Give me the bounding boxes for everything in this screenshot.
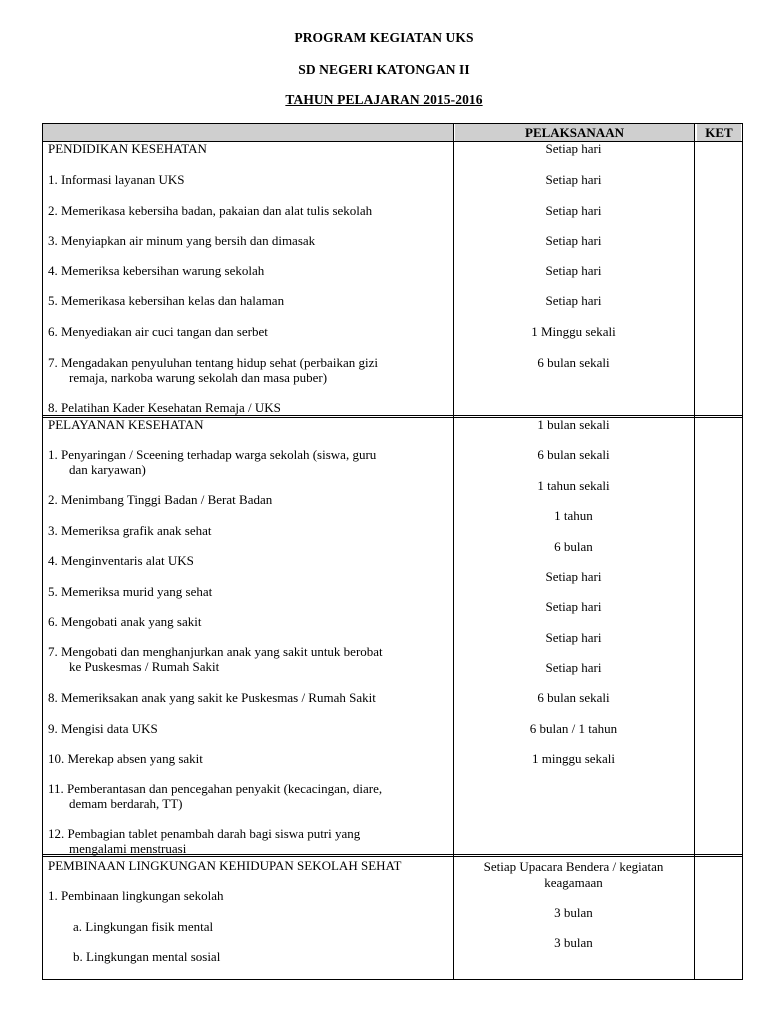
list-item-continuation: demam berdarah, TT): [69, 796, 183, 811]
list-item: 10. Merekap absen yang sakit: [48, 751, 203, 766]
list-item-continuation: mengalami menstruasi: [69, 841, 187, 856]
section-title: PELAYANAN KESEHATAN: [48, 417, 204, 432]
pelaksanaan-value: 3 bulan: [554, 935, 593, 950]
list-subitem: b. Lingkungan mental sosial: [73, 949, 221, 964]
section-title: PEMBINAAN LINGKUNGAN KEHIDUPAN SEKOLAH SEHAT: [48, 858, 402, 873]
list-item: 7. Mengobati dan menghanjurkan anak yang sakit untuk berobat: [48, 644, 383, 659]
pelaksanaan-value: Setiap hari: [545, 263, 602, 278]
pelaksanaan-value: 6 bulan: [554, 539, 593, 554]
document-title: PROGRAM KEGIATAN UKS: [294, 30, 474, 45]
list-item: 2. Memerikasa kebersiha badan, pakaian dan alat tulis sekolah: [48, 203, 373, 218]
pelaksanaan-value: Setiap hari: [545, 660, 602, 675]
pelaksanaan-value: Setiap hari: [545, 630, 602, 645]
pelaksanaan-value: Setiap hari: [545, 203, 602, 218]
academic-year: TAHUN PELAJARAN 2015-2016: [285, 92, 483, 107]
list-item: 8. Pelatihan Kader Kesehatan Remaja / UKS: [48, 400, 281, 415]
pelaksanaan-value: Setiap hari: [545, 141, 602, 156]
pelaksanaan-value: Setiap hari: [545, 172, 602, 187]
column-divider: [694, 124, 695, 979]
list-item: 12. Pembagian tablet penambah darah bagi siswa putri yang: [48, 826, 361, 841]
list-item: 4. Memeriksa kebersihan warung sekolah: [48, 263, 265, 278]
list-item: 3. Menyiapkan air minum yang bersih dan dimasak: [48, 233, 316, 248]
list-item: 1. Penyaringan / Sceening terhadap warga sekolah (siswa, guru: [48, 447, 377, 462]
list-item-continuation: ke Puskesmas / Rumah Sakit: [69, 659, 220, 674]
list-item: 3. Memeriksa grafik anak sehat: [48, 523, 212, 538]
pelaksanaan-value: Setiap Upacara Bendera / kegiatan: [483, 859, 664, 874]
pelaksanaan-value: 1 bulan sekali: [537, 417, 610, 432]
pelaksanaan-value: Setiap hari: [545, 293, 602, 308]
pelaksanaan-value: 6 bulan sekali: [537, 690, 610, 705]
pelaksanaan-value: Setiap hari: [545, 599, 602, 614]
pelaksanaan-value: 1 Minggu sekali: [531, 324, 616, 339]
pelaksanaan-value: 1 tahun: [554, 508, 593, 523]
pelaksanaan-value: 1 tahun sekali: [537, 478, 610, 493]
list-item: 4. Menginventaris alat UKS: [48, 553, 194, 568]
list-subitem: a. Lingkungan fisik mental: [73, 919, 214, 934]
list-item: 1. Pembinaan lingkungan sekolah: [48, 888, 224, 903]
column-header-ket: KET: [697, 124, 741, 141]
list-item: 6. Mengobati anak yang sakit: [48, 614, 202, 629]
list-item: 9. Mengisi data UKS: [48, 721, 158, 736]
list-item: 6. Menyediakan air cuci tangan dan serbet: [48, 324, 268, 339]
pelaksanaan-value: 1 minggu sekali: [531, 751, 616, 766]
list-item: 1. Informasi layanan UKS: [48, 172, 185, 187]
list-item: 2. Menimbang Tinggi Badan / Berat Badan: [48, 492, 273, 507]
list-item: 11. Pemberantasan dan pencegahan penyakit (kecacingan, diare,: [48, 781, 383, 796]
list-item-continuation: remaja, narkoba warung sekolah dan masa puber): [69, 370, 328, 385]
column-header-activity: [43, 124, 454, 141]
pelaksanaan-value: Setiap hari: [545, 233, 602, 248]
list-item: 5. Memerikasa kebersihan kelas dan halaman: [48, 293, 285, 308]
pelaksanaan-value: 3 bulan: [554, 905, 593, 920]
list-item: 7. Mengadakan penyuluhan tentang hidup sehat (perbaikan gizi: [48, 355, 378, 370]
school-name: SD NEGERI KATONGAN II: [298, 62, 470, 77]
pelaksanaan-value: 6 bulan / 1 tahun: [529, 721, 618, 736]
column-header-pelaksanaan: PELAKSANAAN: [455, 124, 694, 141]
pelaksanaan-value-continuation: keagamaan: [544, 875, 603, 890]
list-item: 5. Memeriksa murid yang sehat: [48, 584, 213, 599]
list-item-continuation: dan karyawan): [69, 462, 146, 477]
pelaksanaan-value: 6 bulan sekali: [537, 447, 610, 462]
section-title: PENDIDIKAN KESEHATAN: [48, 141, 207, 156]
list-item: 8. Memeriksakan anak yang sakit ke Puskesmas / Rumah Sakit: [48, 690, 376, 705]
pelaksanaan-value: Setiap hari: [545, 569, 602, 584]
pelaksanaan-value: 6 bulan sekali: [537, 355, 610, 370]
